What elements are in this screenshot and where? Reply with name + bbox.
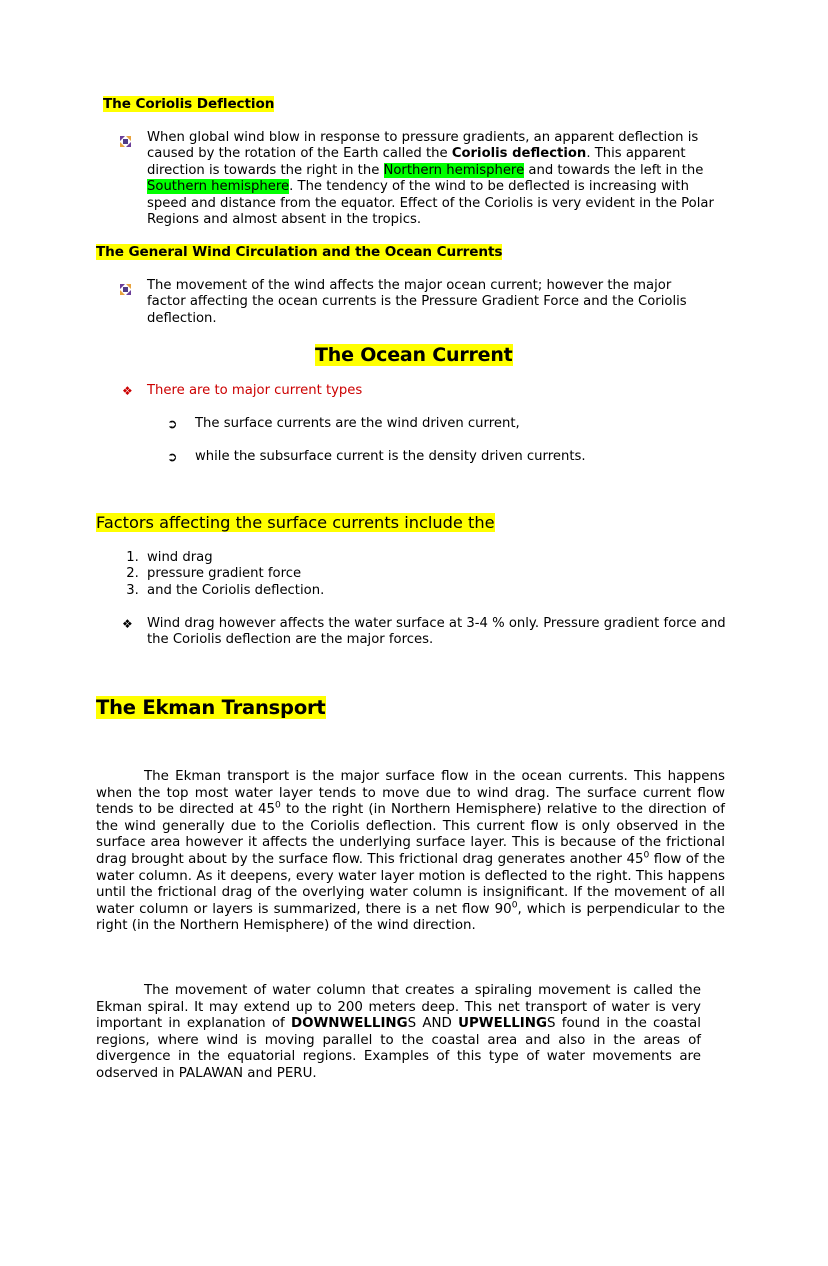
ekman-p2-part2: S AND	[407, 1016, 459, 1032]
red-diamond-bullet-icon: ❖	[122, 384, 133, 398]
heading-coriolis-deflection: The Coriolis Deflection	[103, 96, 275, 112]
arrowhead-bullet-icon: ➲	[167, 416, 178, 431]
list-item: 2. pressure gradient force	[143, 566, 513, 582]
arrowhead-bullet-icon: ➲	[167, 449, 178, 464]
bullet-wind-movement	[120, 278, 710, 327]
paragraph-ekman-transport	[96, 769, 725, 935]
ekman-p1-sup2: 0	[643, 850, 650, 861]
coriolis-text-part3: and towards the left in the	[524, 162, 704, 178]
pinwheel-arrow-bullet-icon	[120, 130, 142, 149]
factors-ordered-list	[113, 550, 513, 599]
heading-factors-affecting: Factors affecting the surface currents include the	[96, 513, 495, 532]
ekman-p1-part1: The Ekman transport is the major surface flow in the ocean currents. This happens when the top most water layer tends to move due to wind drag. The surface current flow tends to be directed at 45	[96, 769, 725, 818]
ekman-p1-part2: to the right (in Northern Hemisphere) relative to the direction of the wind generally due to the Coriolis deflection. This current flow is only observed in the surface area however it affects the underlying surface layer. This is because of the frictional drag brought about by the surface flow. This frictional drag generates another 45	[96, 802, 725, 867]
heading-the-ocean-current: The Ocean Current	[315, 344, 513, 366]
pinwheel-arrow-bullet-icon	[120, 278, 142, 297]
bullet-wind-drag-note	[122, 616, 726, 649]
ekman-p1-sup1: 0	[275, 800, 281, 811]
ekman-p1-part4: , which is perpendicular to the right (in the Northern Hemisphere) of the wind direction.	[96, 901, 725, 934]
bullet-coriolis-text	[147, 130, 724, 228]
coriolis-text-part4: . The tendency of the wind to be deflected is increasing with speed and distance from the equator. Effect of the Coriolis is very evident in the Polar Regions and almost absent in the tropics.	[147, 179, 714, 228]
ekman-p2-part1: The movement of water column that creates a spiraling movement is called the Ekman spiral. It may extend up to 200 meters deep. This net transport of water is very important in explanation of	[96, 983, 701, 1032]
highlight-southern-hemisphere: Southern hemisphere	[147, 179, 290, 195]
bullet-wind-drag-note-text: Wind drag however affects the water surface at 3-4 % only. Pressure gradient force and the Coriolis deflection are the major forces.	[147, 616, 726, 648]
sub-bullet-subsurface-currents	[167, 449, 687, 465]
ekman-p2-part3: S found in the coastal regions, where wind is moving parallel to the coastal area and also in the areas of divergence in the equatorial regions. Examples of this type of water movements are odserved in PALAWAN and PERU.	[96, 1016, 701, 1081]
sub-bullet-subsurface-currents-text: while the subsurface current is the density driven currents.	[195, 449, 586, 464]
sub-bullet-surface-currents	[167, 416, 687, 432]
numbered-list-factors	[113, 550, 513, 599]
ekman-p2-bold-upwelling: UPWELLING	[458, 1016, 547, 1032]
list-item: 1. wind drag	[143, 550, 513, 566]
bullet-current-types	[122, 383, 682, 399]
ekman-p1-sup3: 0	[511, 900, 518, 911]
bullet-coriolis	[120, 130, 724, 228]
list-item: 3. and the Coriolis deflection.	[143, 583, 513, 599]
coriolis-bold-term: Coriolis deflection	[451, 146, 587, 162]
ekman-p2-bold-downwelling: DOWNWELLING	[290, 1016, 408, 1032]
bullet-current-types-text: There are to major current types	[147, 383, 363, 398]
black-diamond-bullet-icon: ❖	[122, 617, 133, 631]
coriolis-text-part2: . This apparent direction is towards the right in the	[147, 146, 686, 178]
paragraph-ekman-spiral	[96, 983, 701, 1083]
highlight-northern-hemisphere: Northern hemisphere	[383, 162, 525, 178]
heading-general-wind-circulation: The General Wind Circulation and the Ocean Currents	[96, 244, 503, 260]
coriolis-text-part1: When global wind blow in response to pressure gradients, an apparent deflection is caused by the rotation of the Earth called the	[147, 130, 699, 162]
heading-ekman-transport: The Ekman Transport	[96, 696, 326, 719]
sub-bullet-surface-currents-text: The surface currents are the wind driven current,	[195, 416, 520, 431]
bullet-wind-movement-text: The movement of the wind affects the major ocean current; however the major factor affecting the ocean currents is the Pressure Gradient Force and the Coriolis deflection.	[147, 278, 687, 326]
ekman-p1-part3: flow of the water column. As it deepens, every water layer motion is deflected to the right. This happens until the frictional drag of the overlying water column is insignificant. If the movement of all water column or layers is summarized, there is a net flow 90	[96, 851, 725, 917]
